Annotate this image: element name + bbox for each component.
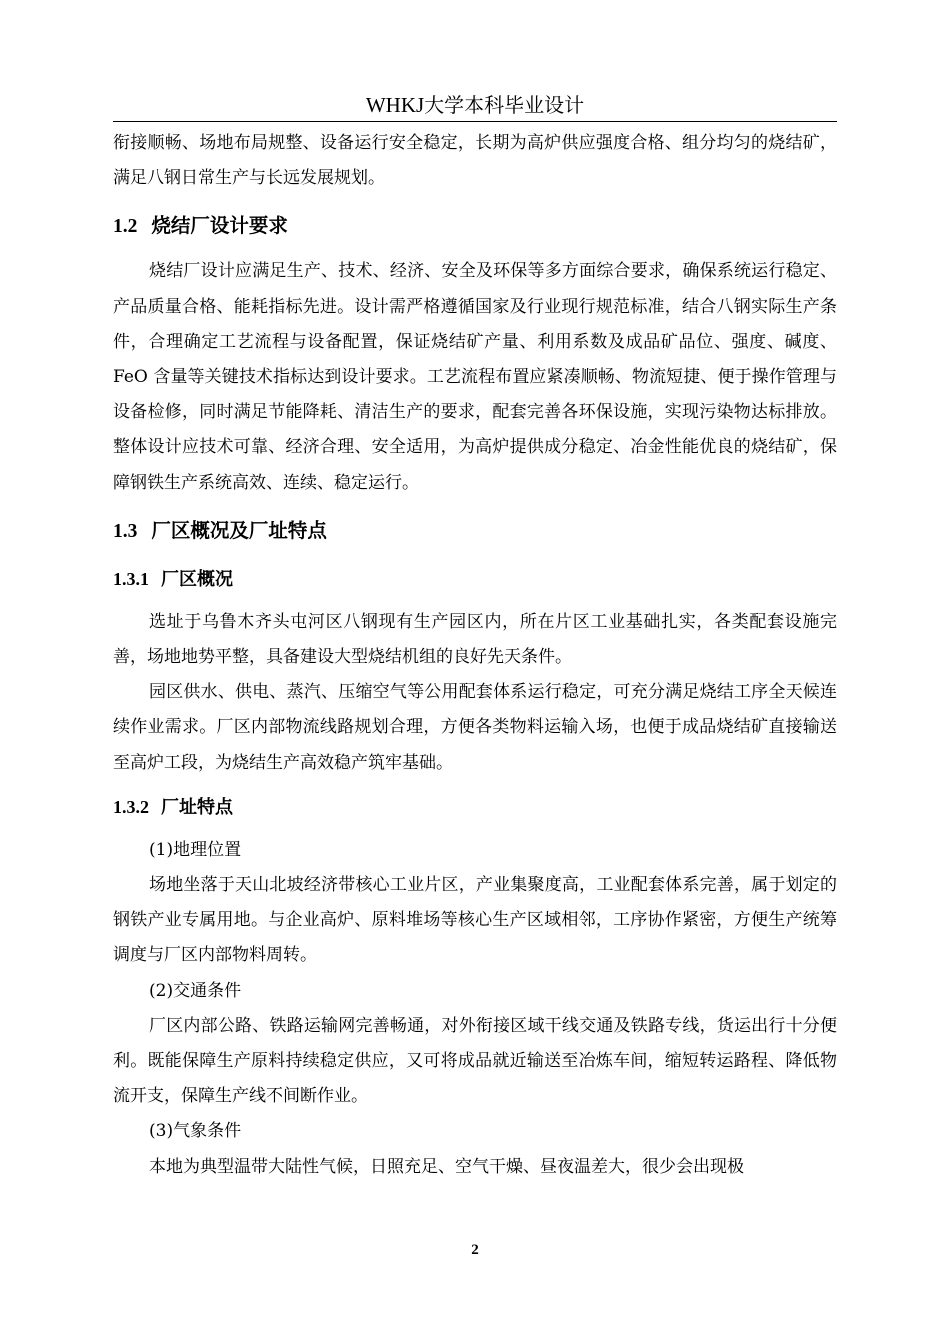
list-item-label-location: (1)地理位置 xyxy=(149,839,242,860)
page-number: 2 xyxy=(471,1242,479,1258)
list-item-label-climate: (3)气象条件 xyxy=(149,1121,242,1142)
subsection-number: 1.3.2 xyxy=(113,796,149,817)
paragraph-site-overview-1: 选址于乌鲁木齐头屯河区八钢现有生产园区内，所在片区工业基础扎实，各类配套设施完善，场地地势平整，具备建设大型烧结机组的良好先天条件。 xyxy=(113,611,837,668)
paragraph-design-requirements: 烧结厂设计应满足生产、技术、经济、安全及环保等多方面综合要求，确保系统运行稳定、产品质量合格、能耗指标先进。设计需严格遵循国家及行业现行规范标准，结合八钢实际生产条件，合理确定工艺流程与设备配置，保证烧结矿产量、利用系数及成品矿品位、强度、碱度、FeO 含量等关键技术指标达到设计要求。工艺流程布置应紧凑顺畅、物流短捷、便于操作管理与设备检修，同时满足节能降耗、清洁生产的要求，配套完善各环保设施，实现污染物达标排放。整体设计应技术可靠、经济合理、安全适用，为高炉提供成分稳定、冶金性能优良的烧结矿，保障钢铁生产系统高效、连续、稳定运行。 xyxy=(113,261,837,493)
header-divider xyxy=(113,121,837,122)
header-title: 大学本科毕业设计 xyxy=(424,93,585,117)
document-body xyxy=(113,126,837,1185)
page-header xyxy=(113,92,837,118)
section-heading-1-2 xyxy=(113,206,837,247)
paragraph-site-overview-2: 园区供水、供电、蒸汽、压缩空气等公用配套体系运行稳定，可充分满足烧结工序全天候连续作业需求。厂区内部物流线路规划合理，方便各类物料运输入场，也便于成品烧结矿直接输送至高炉工段，为烧结生产高效稳产筑牢基础。 xyxy=(113,682,837,773)
paragraph-traffic: 厂区内部公路、铁路运输网完善畅通，对外衔接区域干线交通及铁路专线，货运出行十分便利。既能保障生产原料持续稳定供应，又可将成品就近输送至冶炼车间，缩短转运路程、降低物流开支，保障生产线不间断作业。 xyxy=(113,1015,837,1107)
section-title: 厂区概况及厂址特点 xyxy=(151,518,327,542)
subsection-heading-1-3-2 xyxy=(113,787,837,828)
section-number: 1.2 xyxy=(113,216,138,238)
header-school-code: WHKJ xyxy=(365,93,425,117)
paragraph-climate: 本地为典型温带大陆性气候，日照充足、空气干燥、昼夜温差大，很少会出现极 xyxy=(149,1156,744,1177)
paragraph-continued: 衔接顺畅、场地布局规整、设备运行安全稳定，长期为高炉供应强度合格、组分均匀的烧结矿，满足八钢日常生产与长远发展规划。 xyxy=(113,133,837,189)
section-number: 1.3 xyxy=(113,520,138,542)
section-heading-1-3 xyxy=(113,511,837,552)
subsection-heading-1-3-1 xyxy=(113,559,837,600)
subsection-title: 厂区概况 xyxy=(161,568,233,590)
paragraph-location: 场地坐落于天山北坡经济带核心工业片区，产业集聚度高，工业配套体系完善，属于划定的钢铁产业专属用地。与企业高炉、原料堆场等核心生产区域相邻，工序协作紧密，方便生产统筹调度与厂区内部物料周转。 xyxy=(113,875,837,966)
section-title: 烧结厂设计要求 xyxy=(151,214,288,238)
subsection-title: 厂址特点 xyxy=(161,796,233,818)
list-item-label-traffic: (2)交通条件 xyxy=(149,980,242,1001)
subsection-number: 1.3.1 xyxy=(113,568,149,589)
